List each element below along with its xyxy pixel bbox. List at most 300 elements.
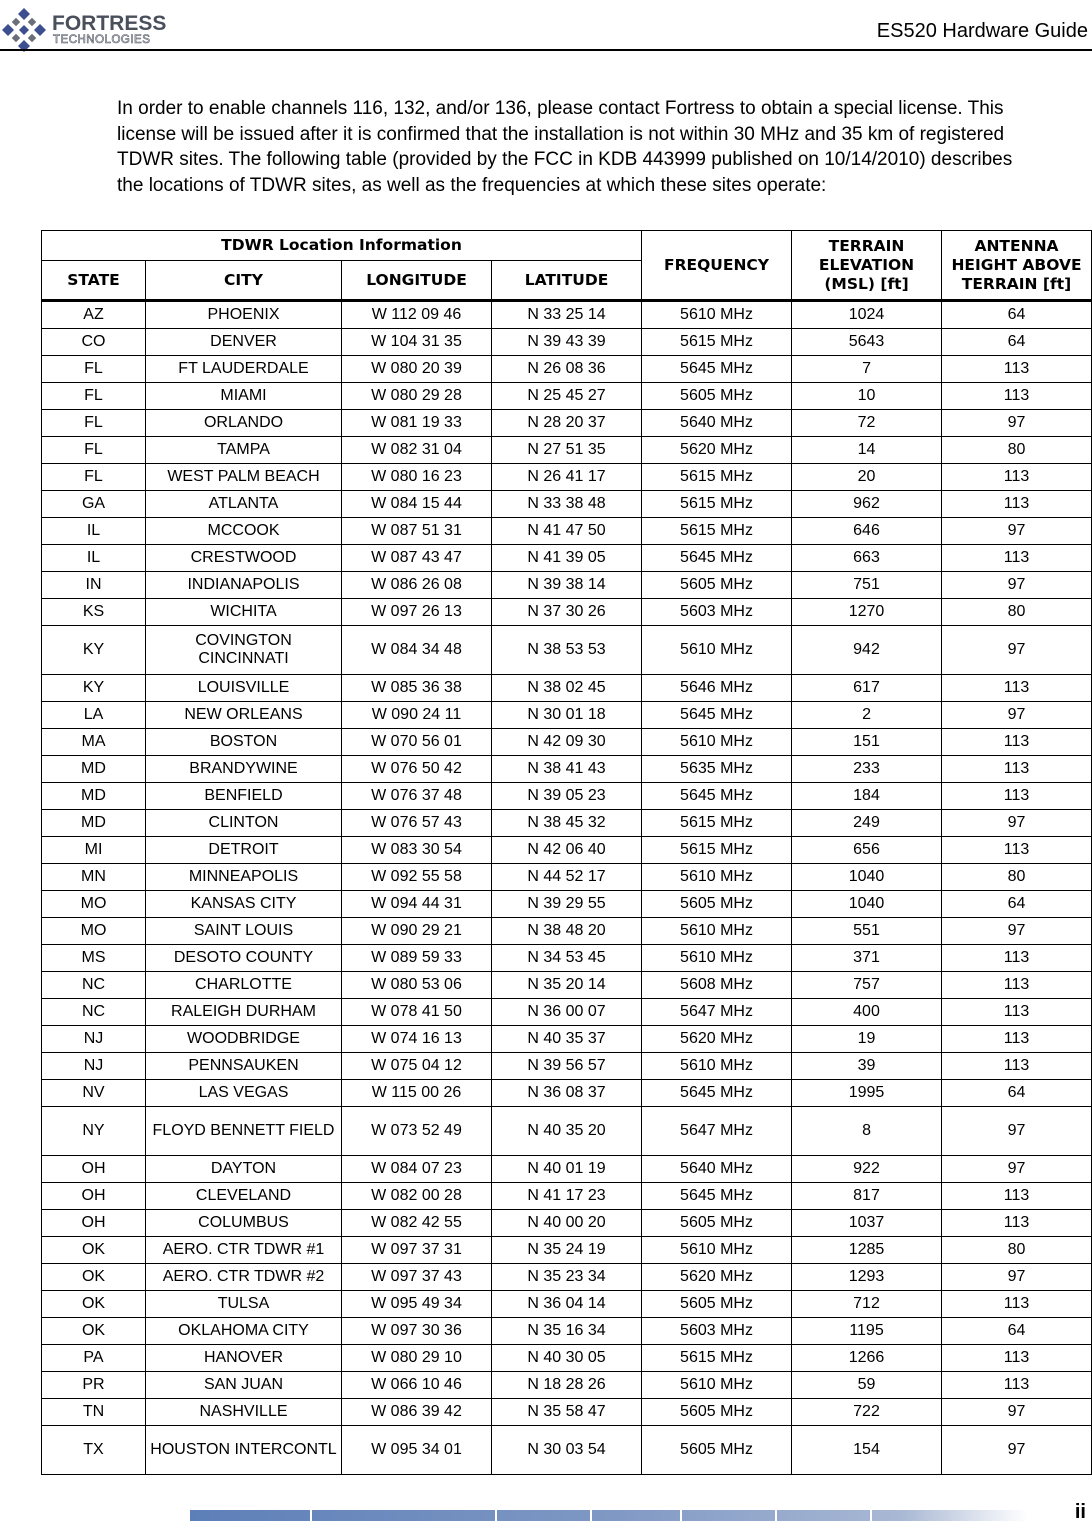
cell-longitude: W 104 31 35: [342, 329, 492, 356]
cell-antenna: 64: [942, 1318, 1092, 1345]
cell-city: PENNSAUKEN: [146, 1053, 342, 1080]
cell-longitude: W 095 34 01: [342, 1426, 492, 1475]
cell-frequency: 5610 MHz: [642, 918, 792, 945]
col-header-latitude: LATITUDE: [492, 261, 642, 301]
cell-antenna: 113: [942, 1210, 1092, 1237]
cell-elevation: 663: [792, 545, 942, 572]
cell-elevation: 39: [792, 1053, 942, 1080]
cell-latitude: N 41 47 50: [492, 518, 642, 545]
cell-latitude: N 36 00 07: [492, 999, 642, 1026]
cell-elevation: 1040: [792, 864, 942, 891]
cell-state: OK: [42, 1264, 146, 1291]
cell-latitude: N 38 53 53: [492, 626, 642, 675]
cell-antenna: 113: [942, 675, 1092, 702]
cell-frequency: 5615 MHz: [642, 518, 792, 545]
cell-elevation: 1270: [792, 599, 942, 626]
cell-city: BRANDYWINE: [146, 756, 342, 783]
cell-state: NC: [42, 972, 146, 999]
cell-antenna: 113: [942, 1372, 1092, 1399]
cell-frequency: 5615 MHz: [642, 810, 792, 837]
cell-state: KY: [42, 675, 146, 702]
cell-state: FL: [42, 437, 146, 464]
cell-antenna: 97: [942, 1399, 1092, 1426]
cell-frequency: 5645 MHz: [642, 702, 792, 729]
table-row: [42, 864, 1092, 891]
table-row: [42, 999, 1092, 1026]
table-row: [42, 783, 1092, 810]
cell-elevation: 1293: [792, 1264, 942, 1291]
cell-longitude: W 080 29 10: [342, 1345, 492, 1372]
intro-paragraph: In order to enable channels 116, 132, and/or 136, please contact Fortress to obtain a special license. This license will be issued after it is confirmed that the installation is not within 30 MHz and 35 km of registered TDWR sites. The following table (provided by the FCC in KDB 443999 published on 10/14/2010) describes the locations of TDWR sites, as well as the frequencies at which these sites operate:: [117, 98, 1013, 196]
cell-frequency: 5605 MHz: [642, 1291, 792, 1318]
cell-elevation: 617: [792, 675, 942, 702]
cell-state: NV: [42, 1080, 146, 1107]
cell-longitude: W 112 09 46: [342, 301, 492, 329]
cell-latitude: N 33 25 14: [492, 301, 642, 329]
cell-state: MS: [42, 945, 146, 972]
cell-frequency: 5635 MHz: [642, 756, 792, 783]
cell-latitude: N 28 20 37: [492, 410, 642, 437]
cell-frequency: 5615 MHz: [642, 837, 792, 864]
cell-antenna: 97: [942, 810, 1092, 837]
table-row: [42, 1210, 1092, 1237]
cell-latitude: N 36 04 14: [492, 1291, 642, 1318]
cell-elevation: 817: [792, 1183, 942, 1210]
cell-longitude: W 082 31 04: [342, 437, 492, 464]
cell-city: CLINTON: [146, 810, 342, 837]
cell-latitude: N 39 56 57: [492, 1053, 642, 1080]
cell-latitude: N 39 29 55: [492, 891, 642, 918]
cell-latitude: N 35 58 47: [492, 1399, 642, 1426]
cell-city: DESOTO COUNTY: [146, 945, 342, 972]
table-body: [42, 301, 1092, 1475]
cell-longitude: W 087 43 47: [342, 545, 492, 572]
table-row: [42, 1183, 1092, 1210]
table-row: [42, 810, 1092, 837]
cell-latitude: N 37 30 26: [492, 599, 642, 626]
cell-longitude: W 082 00 28: [342, 1183, 492, 1210]
cell-elevation: 922: [792, 1156, 942, 1183]
table-row: [42, 383, 1092, 410]
cell-longitude: W 097 37 43: [342, 1264, 492, 1291]
cell-elevation: 1040: [792, 891, 942, 918]
cell-antenna: 97: [942, 1107, 1092, 1156]
table-row: [42, 756, 1092, 783]
cell-city: DENVER: [146, 329, 342, 356]
cell-city: CLEVELAND: [146, 1183, 342, 1210]
cell-latitude: N 38 41 43: [492, 756, 642, 783]
cell-longitude: W 080 16 23: [342, 464, 492, 491]
table-row: [42, 837, 1092, 864]
cell-antenna: 97: [942, 626, 1092, 675]
cell-antenna: 113: [942, 1291, 1092, 1318]
cell-state: MD: [42, 756, 146, 783]
table-row: [42, 1345, 1092, 1372]
cell-city: LOUISVILLE: [146, 675, 342, 702]
cell-city: WEST PALM BEACH: [146, 464, 342, 491]
cell-state: MN: [42, 864, 146, 891]
cell-antenna: 113: [942, 729, 1092, 756]
cell-state: PA: [42, 1345, 146, 1372]
cell-elevation: 751: [792, 572, 942, 599]
cell-city: OKLAHOMA CITY: [146, 1318, 342, 1345]
cell-frequency: 5646 MHz: [642, 675, 792, 702]
cell-state: OK: [42, 1291, 146, 1318]
cell-state: FL: [42, 383, 146, 410]
table-row: [42, 410, 1092, 437]
cell-state: KS: [42, 599, 146, 626]
cell-city: CHARLOTTE: [146, 972, 342, 999]
cell-antenna: 113: [942, 756, 1092, 783]
cell-antenna: 113: [942, 1345, 1092, 1372]
table-row: [42, 945, 1092, 972]
cell-longitude: W 070 56 01: [342, 729, 492, 756]
table-row: [42, 1156, 1092, 1183]
cell-frequency: 5610 MHz: [642, 301, 792, 329]
table-row: [42, 1291, 1092, 1318]
cell-antenna: 97: [942, 1426, 1092, 1475]
cell-state: IN: [42, 572, 146, 599]
cell-state: OK: [42, 1318, 146, 1345]
table-row: [42, 1372, 1092, 1399]
table-row: [42, 545, 1092, 572]
svg-text:FORTRESS: FORTRESS: [52, 12, 167, 35]
cell-latitude: N 30 03 54: [492, 1426, 642, 1475]
cell-longitude: W 094 44 31: [342, 891, 492, 918]
table-row: [42, 491, 1092, 518]
cell-antenna: 113: [942, 1053, 1092, 1080]
table-row: [42, 729, 1092, 756]
cell-frequency: 5610 MHz: [642, 729, 792, 756]
cell-elevation: 400: [792, 999, 942, 1026]
cell-elevation: 1266: [792, 1345, 942, 1372]
cell-latitude: N 40 35 37: [492, 1026, 642, 1053]
cell-frequency: 5620 MHz: [642, 437, 792, 464]
cell-latitude: N 18 28 26: [492, 1372, 642, 1399]
cell-state: OK: [42, 1237, 146, 1264]
cell-state: FL: [42, 356, 146, 383]
cell-longitude: W 090 29 21: [342, 918, 492, 945]
cell-antenna: 113: [942, 837, 1092, 864]
cell-latitude: N 40 00 20: [492, 1210, 642, 1237]
cell-elevation: 712: [792, 1291, 942, 1318]
cell-antenna: 113: [942, 972, 1092, 999]
cell-longitude: W 097 26 13: [342, 599, 492, 626]
cell-latitude: N 42 06 40: [492, 837, 642, 864]
col-header-city: CITY: [146, 261, 342, 301]
table-row: [42, 1053, 1092, 1080]
cell-city: PHOENIX: [146, 301, 342, 329]
cell-antenna: 113: [942, 1026, 1092, 1053]
cell-state: AZ: [42, 301, 146, 329]
cell-city: NASHVILLE: [146, 1399, 342, 1426]
cell-elevation: 962: [792, 491, 942, 518]
cell-state: PR: [42, 1372, 146, 1399]
cell-state: FL: [42, 464, 146, 491]
cell-state: MA: [42, 729, 146, 756]
cell-latitude: N 39 43 39: [492, 329, 642, 356]
cell-latitude: N 38 45 32: [492, 810, 642, 837]
cell-longitude: W 097 30 36: [342, 1318, 492, 1345]
cell-latitude: N 26 08 36: [492, 356, 642, 383]
cell-frequency: 5610 MHz: [642, 1372, 792, 1399]
cell-frequency: 5645 MHz: [642, 545, 792, 572]
cell-elevation: 249: [792, 810, 942, 837]
table-row: [42, 599, 1092, 626]
cell-antenna: 97: [942, 1264, 1092, 1291]
table-row: [42, 891, 1092, 918]
cell-frequency: 5647 MHz: [642, 999, 792, 1026]
cell-frequency: 5605 MHz: [642, 1210, 792, 1237]
cell-frequency: 5620 MHz: [642, 1264, 792, 1291]
cell-elevation: 151: [792, 729, 942, 756]
page-header: [0, 0, 1092, 52]
cell-latitude: N 38 02 45: [492, 675, 642, 702]
cell-longitude: W 076 50 42: [342, 756, 492, 783]
cell-antenna: 113: [942, 545, 1092, 572]
cell-latitude: N 39 38 14: [492, 572, 642, 599]
cell-antenna: 113: [942, 491, 1092, 518]
cell-elevation: 551: [792, 918, 942, 945]
cell-city: LAS VEGAS: [146, 1080, 342, 1107]
cell-antenna: 113: [942, 464, 1092, 491]
cell-latitude: N 25 45 27: [492, 383, 642, 410]
cell-antenna: 64: [942, 891, 1092, 918]
cell-longitude: W 082 42 55: [342, 1210, 492, 1237]
cell-frequency: 5640 MHz: [642, 410, 792, 437]
cell-antenna: 113: [942, 383, 1092, 410]
cell-elevation: 7: [792, 356, 942, 383]
cell-latitude: N 44 52 17: [492, 864, 642, 891]
cell-state: OH: [42, 1156, 146, 1183]
table-row: [42, 1318, 1092, 1345]
cell-city: INDIANAPOLIS: [146, 572, 342, 599]
cell-city: ATLANTA: [146, 491, 342, 518]
cell-city: TAMPA: [146, 437, 342, 464]
cell-city: COLUMBUS: [146, 1210, 342, 1237]
cell-city: AERO. CTR TDWR #2: [146, 1264, 342, 1291]
cell-city: SAINT LOUIS: [146, 918, 342, 945]
table-row: [42, 918, 1092, 945]
cell-antenna: 97: [942, 572, 1092, 599]
cell-state: MD: [42, 783, 146, 810]
cell-state: TN: [42, 1399, 146, 1426]
cell-latitude: N 35 23 34: [492, 1264, 642, 1291]
cell-antenna: 113: [942, 783, 1092, 810]
cell-latitude: N 34 53 45: [492, 945, 642, 972]
table-row: [42, 437, 1092, 464]
cell-latitude: N 35 20 14: [492, 972, 642, 999]
cell-elevation: 59: [792, 1372, 942, 1399]
cell-antenna: 113: [942, 945, 1092, 972]
cell-latitude: N 40 01 19: [492, 1156, 642, 1183]
cell-city: MIAMI: [146, 383, 342, 410]
table-row: [42, 301, 1092, 329]
cell-frequency: 5647 MHz: [642, 1107, 792, 1156]
fortress-logo: [2, 2, 177, 54]
table-row: [42, 356, 1092, 383]
cell-longitude: W 095 49 34: [342, 1291, 492, 1318]
cell-longitude: W 076 57 43: [342, 810, 492, 837]
cell-elevation: 72: [792, 410, 942, 437]
cell-latitude: N 27 51 35: [492, 437, 642, 464]
cell-longitude: W 086 26 08: [342, 572, 492, 599]
cell-latitude: N 41 39 05: [492, 545, 642, 572]
cell-frequency: 5603 MHz: [642, 599, 792, 626]
cell-city: DETROIT: [146, 837, 342, 864]
cell-frequency: 5610 MHz: [642, 626, 792, 675]
cell-frequency: 5610 MHz: [642, 1053, 792, 1080]
cell-city: FT LAUDERDALE: [146, 356, 342, 383]
col-header-elevation: TERRAIN ELEVATION (MSL) [ft]: [792, 231, 942, 301]
cell-antenna: 64: [942, 329, 1092, 356]
cell-frequency: 5605 MHz: [642, 1399, 792, 1426]
col-header-state: STATE: [42, 261, 146, 301]
cell-elevation: 1195: [792, 1318, 942, 1345]
table-row: [42, 1399, 1092, 1426]
cell-longitude: W 080 20 39: [342, 356, 492, 383]
cell-antenna: 97: [942, 702, 1092, 729]
cell-elevation: 14: [792, 437, 942, 464]
table-row: [42, 675, 1092, 702]
cell-city: BOSTON: [146, 729, 342, 756]
table-row: [42, 464, 1092, 491]
cell-antenna: 113: [942, 1183, 1092, 1210]
guide-title: ES520 Hardware Guide: [876, 20, 1088, 42]
cell-city: WOODBRIDGE: [146, 1026, 342, 1053]
cell-state: TX: [42, 1426, 146, 1475]
group-header: TDWR Location Information: [42, 231, 642, 261]
cell-elevation: 646: [792, 518, 942, 545]
cell-elevation: 184: [792, 783, 942, 810]
cell-city: SAN JUAN: [146, 1372, 342, 1399]
cell-elevation: 371: [792, 945, 942, 972]
cell-frequency: 5615 MHz: [642, 329, 792, 356]
cell-frequency: 5645 MHz: [642, 1183, 792, 1210]
cell-frequency: 5645 MHz: [642, 783, 792, 810]
col-header-antenna: ANTENNA HEIGHT ABOVE TERRAIN [ft]: [942, 231, 1092, 301]
cell-longitude: W 075 04 12: [342, 1053, 492, 1080]
cell-antenna: 80: [942, 437, 1092, 464]
table-row: [42, 1264, 1092, 1291]
cell-latitude: N 40 30 05: [492, 1345, 642, 1372]
cell-state: MI: [42, 837, 146, 864]
cell-city: HOUSTON INTERCONTL: [146, 1426, 342, 1475]
cell-frequency: 5610 MHz: [642, 864, 792, 891]
col-header-longitude: LONGITUDE: [342, 261, 492, 301]
table-row: [42, 1107, 1092, 1156]
cell-city: BENFIELD: [146, 783, 342, 810]
cell-elevation: 1037: [792, 1210, 942, 1237]
cell-frequency: 5603 MHz: [642, 1318, 792, 1345]
cell-frequency: 5610 MHz: [642, 1237, 792, 1264]
cell-state: FL: [42, 410, 146, 437]
cell-longitude: W 084 34 48: [342, 626, 492, 675]
cell-elevation: 20: [792, 464, 942, 491]
cell-state: MO: [42, 891, 146, 918]
cell-elevation: 10: [792, 383, 942, 410]
cell-state: NJ: [42, 1026, 146, 1053]
cell-city: ORLANDO: [146, 410, 342, 437]
cell-state: OH: [42, 1210, 146, 1237]
table-row: [42, 518, 1092, 545]
cell-state: NC: [42, 999, 146, 1026]
cell-city: MINNEAPOLIS: [146, 864, 342, 891]
cell-state: GA: [42, 491, 146, 518]
cell-state: CO: [42, 329, 146, 356]
cell-state: IL: [42, 545, 146, 572]
cell-city: DAYTON: [146, 1156, 342, 1183]
cell-frequency: 5615 MHz: [642, 464, 792, 491]
cell-state: NJ: [42, 1053, 146, 1080]
cell-city: RALEIGH DURHAM: [146, 999, 342, 1026]
cell-latitude: N 33 38 48: [492, 491, 642, 518]
table-row: [42, 702, 1092, 729]
cell-longitude: W 115 00 26: [342, 1080, 492, 1107]
cell-elevation: 1285: [792, 1237, 942, 1264]
cell-elevation: 1995: [792, 1080, 942, 1107]
table-row: [42, 1026, 1092, 1053]
cell-city: FLOYD BENNETT FIELD: [146, 1107, 342, 1156]
cell-latitude: N 36 08 37: [492, 1080, 642, 1107]
cell-longitude: W 081 19 33: [342, 410, 492, 437]
cell-longitude: W 066 10 46: [342, 1372, 492, 1399]
cell-frequency: 5610 MHz: [642, 945, 792, 972]
cell-antenna: 97: [942, 410, 1092, 437]
table-row: [42, 329, 1092, 356]
cell-elevation: 8: [792, 1107, 942, 1156]
tdwr-table: [41, 230, 1092, 1475]
table-row: [42, 1426, 1092, 1475]
cell-city: NEW ORLEANS: [146, 702, 342, 729]
cell-state: MO: [42, 918, 146, 945]
cell-elevation: 2: [792, 702, 942, 729]
col-header-frequency: FREQUENCY: [642, 231, 792, 301]
cell-longitude: W 086 39 42: [342, 1399, 492, 1426]
table-row: [42, 626, 1092, 675]
svg-text:TECHNOLOGIES: TECHNOLOGIES: [53, 34, 151, 46]
cell-latitude: N 42 09 30: [492, 729, 642, 756]
cell-latitude: N 39 05 23: [492, 783, 642, 810]
cell-state: LA: [42, 702, 146, 729]
cell-elevation: 656: [792, 837, 942, 864]
cell-state: NY: [42, 1107, 146, 1156]
cell-city: CRESTWOOD: [146, 545, 342, 572]
cell-antenna: 113: [942, 999, 1092, 1026]
cell-elevation: 757: [792, 972, 942, 999]
table-row: [42, 1080, 1092, 1107]
cell-longitude: W 078 41 50: [342, 999, 492, 1026]
table-row: [42, 572, 1092, 599]
cell-longitude: W 073 52 49: [342, 1107, 492, 1156]
cell-state: MD: [42, 810, 146, 837]
cell-frequency: 5608 MHz: [642, 972, 792, 999]
cell-antenna: 97: [942, 518, 1092, 545]
cell-antenna: 64: [942, 1080, 1092, 1107]
header-rule: [0, 49, 1092, 51]
cell-antenna: 97: [942, 918, 1092, 945]
cell-city: TULSA: [146, 1291, 342, 1318]
cell-frequency: 5605 MHz: [642, 891, 792, 918]
cell-city: MCCOOK: [146, 518, 342, 545]
cell-elevation: 19: [792, 1026, 942, 1053]
cell-elevation: 942: [792, 626, 942, 675]
cell-elevation: 233: [792, 756, 942, 783]
cell-latitude: N 41 17 23: [492, 1183, 642, 1210]
cell-frequency: 5605 MHz: [642, 1426, 792, 1475]
cell-frequency: 5645 MHz: [642, 1080, 792, 1107]
cell-latitude: N 26 41 17: [492, 464, 642, 491]
